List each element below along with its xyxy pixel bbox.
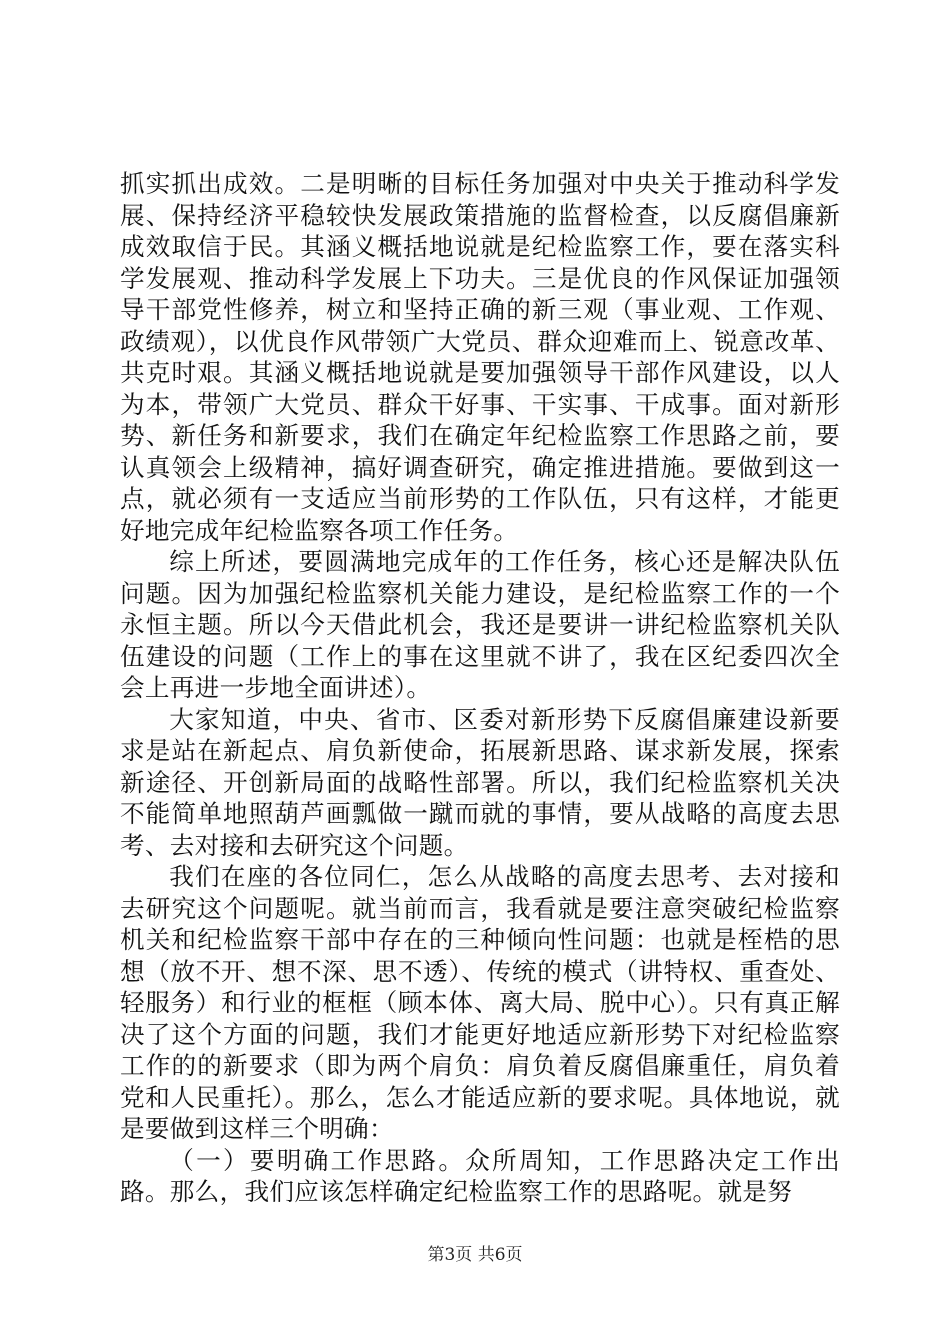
document-body bbox=[120, 168, 840, 1208]
paragraph: 综上所述，要圆满地完成年的工作任务，核心还是解决队伍问题。因为加强纪检监察机关能力建设，是纪检监察工作的一个永恒主题。所以今天借此机会，我还是要讲一讲纪检监察机关队伍建设的问题（工作上的事在这里就不讲了，我在区纪委四次全会上再进一步地全面讲述）。 bbox=[120, 547, 840, 702]
paragraph: 我们在座的各位同仁，怎么从战略的高度去思考、去对接和去研究这个问题呢。就当前而言，我看就是要注意突破纪检监察机关和纪检监察干部中存在的三种倾向性问题：也就是桎梏的思想（放不开、想不深、思不透）、传统的模式（讲特权、重查处、轻服务）和行业的框框（顾本体、离大局、脱中心）。只有真正解决了这个方面的问题，我们才能更好地适应新形势下对纪检监察工作的的新要求（即为两个肩负：肩负着反腐倡廉重任，肩负着党和人民重托）。那么，怎么才能适应新的要求呢。具体地说，就是要做到这样三个明确： bbox=[120, 862, 840, 1143]
paragraph: （一）要明确工作思路。众所周知，工作思路决定工作出路。那么，我们应该怎样确定纪检监察工作的思路呢。就是努 bbox=[120, 1145, 840, 1206]
paragraph: 抓实抓出成效。二是明晰的目标任务加强对中央关于推动科学发展、保持经济平稳较快发展政策措施的监督检查，以反腐倡廉新成效取信于民。其涵义概括地说就是纪检监察工作，要在落实科学发展观、推动科学发展上下功夫。三是优良的作风保证加强领导干部党性修养，树立和坚持正确的新三观（事业观、工作观、政绩观），以优良作风带领广大党员、群众迎难而上、锐意改革、共克时艰。其涵义概括地说就是要加强领导干部作风建设，以人为本，带领广大党员、群众干好事、干实事、干成事。面对新形势、新任务和新要求，我们在确定年纪检监察工作思路之前，要认真领会上级精神，搞好调查研究，确定推进措施。要做到这一点，就必须有一支适应当前形势的工作队伍，只有这样，才能更好地完成年纪检监察各项工作任务。 bbox=[120, 169, 840, 545]
paragraph: 大家知道，中央、省市、区委对新形势下反腐倡廉建设新要求是站在新起点、肩负新使命，拓展新思路、谋求新发展，探索新途径、开创新局面的战略性部署。所以，我们纪检监察机关决不能简单地照葫芦画瓢做一蹴而就的事情，要从战略的高度去思考、去对接和去研究这个问题。 bbox=[120, 704, 840, 860]
page-number-footer: 第3页 共6页 bbox=[427, 1245, 523, 1265]
